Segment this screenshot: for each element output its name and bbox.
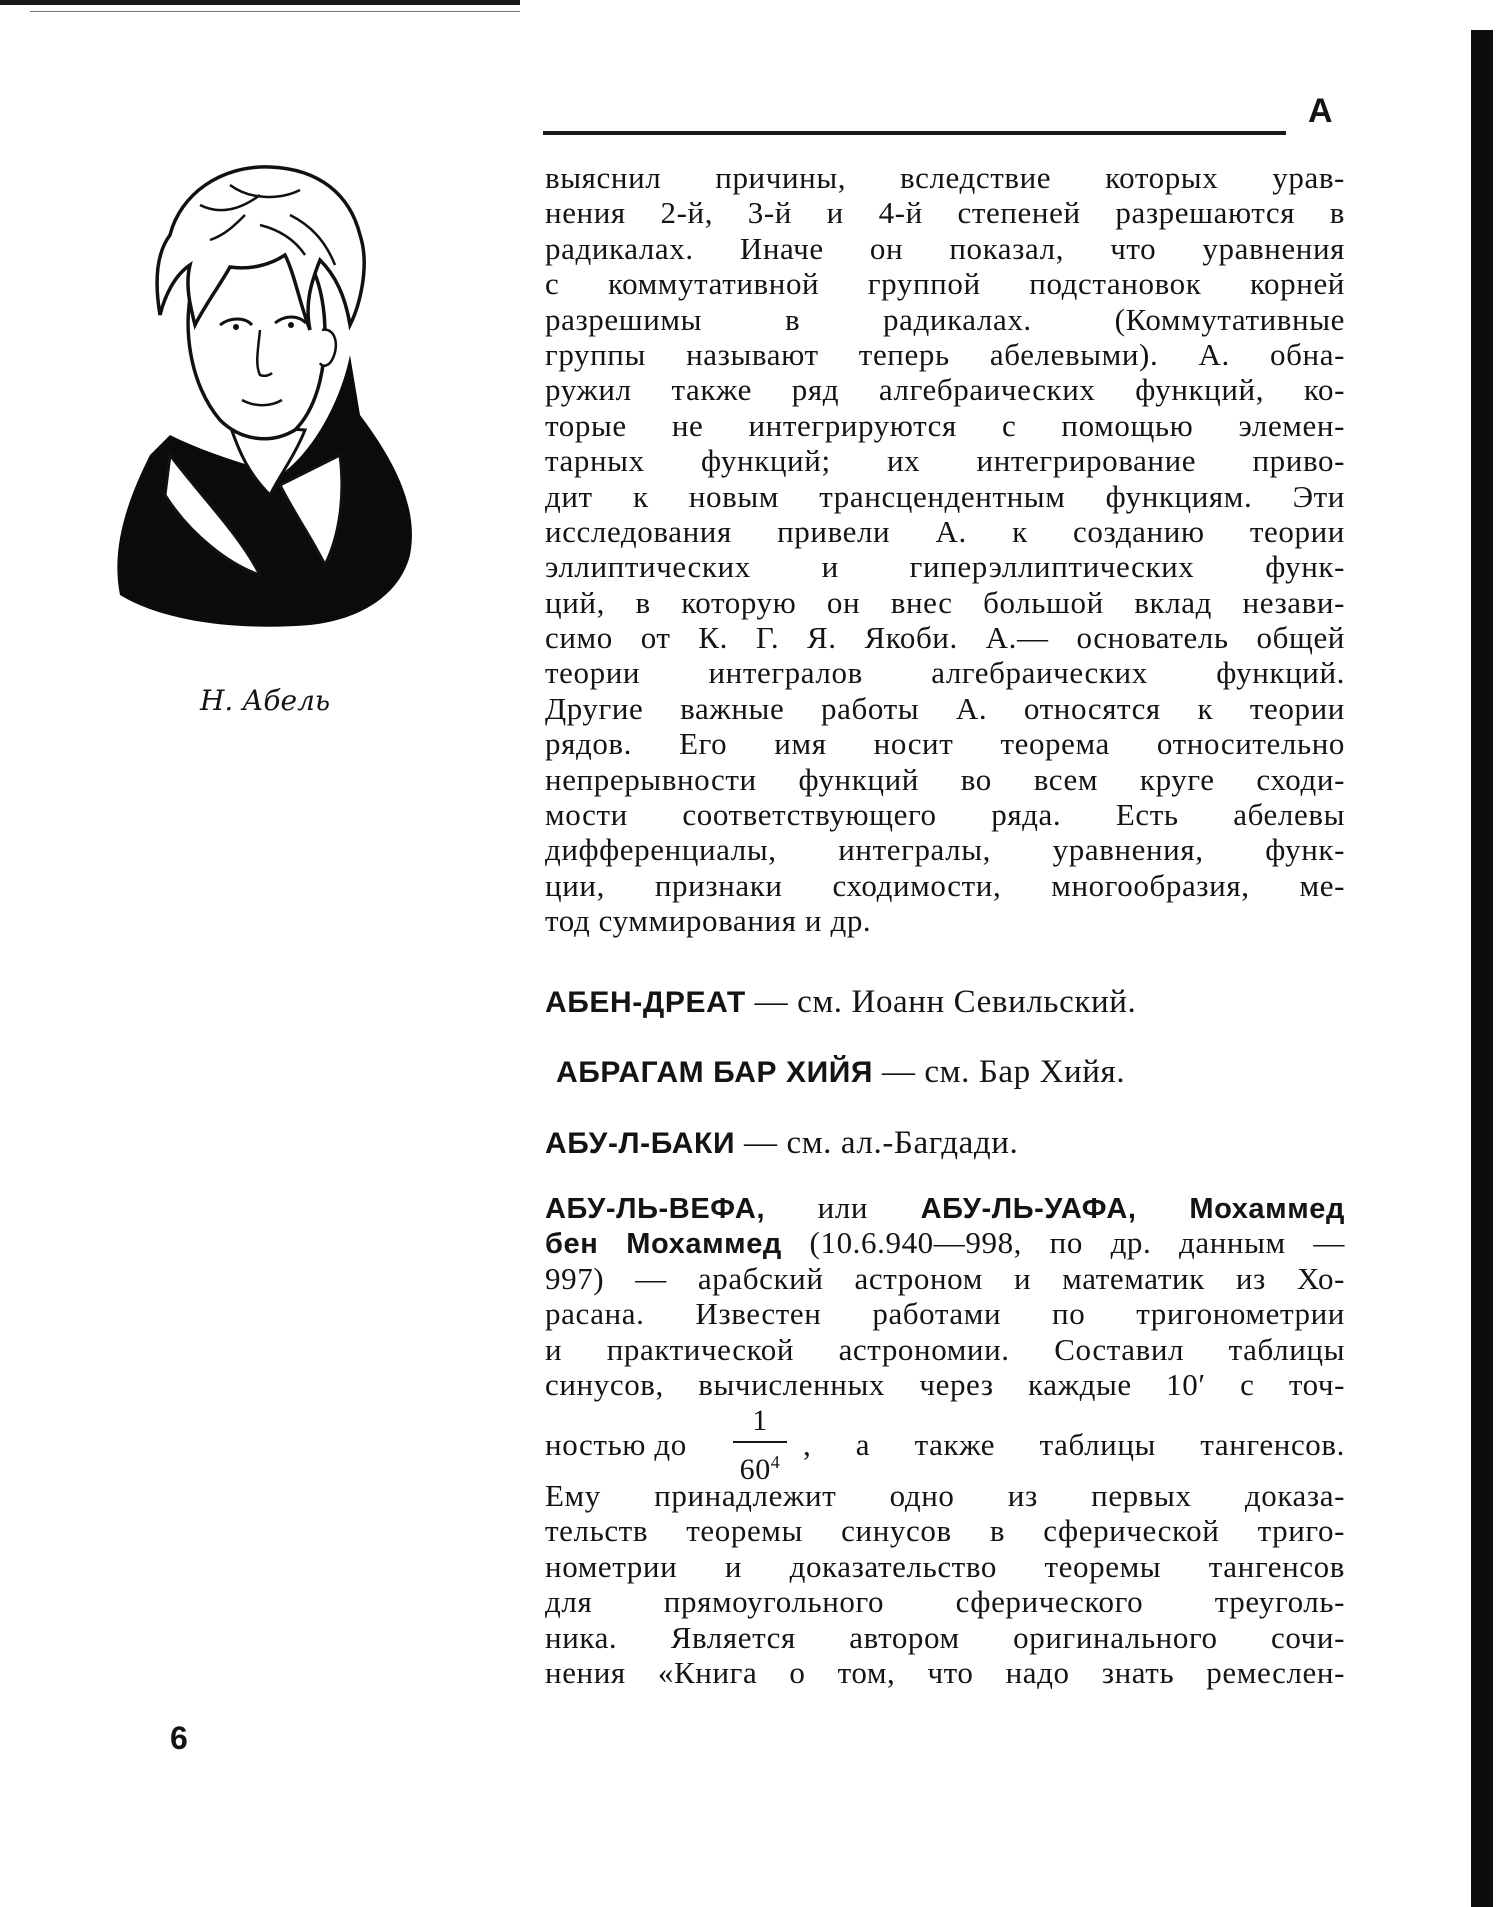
text-line: непрерывности функций во всем круге сходи-	[545, 761, 1345, 797]
entry-abragam-bar-khiya	[556, 1054, 1356, 1091]
section-letter: А	[1308, 92, 1333, 130]
text-line: группы называют теперь абелевыми). А. обна-	[545, 336, 1345, 372]
text-line	[545, 1225, 1345, 1260]
text-line: нения 2-й, 3-й и 4-й степеней разрешаются в	[545, 195, 1345, 231]
text-line: рядов. Его имя носит теорема относительно	[545, 726, 1345, 762]
text-line: Другие важные работы А. относятся к теории	[545, 690, 1345, 726]
text-line: дит к новым трансцендентным функциям. Эти	[545, 478, 1345, 514]
text-fragment: (10.6.940—998, по др. данным —	[781, 1225, 1345, 1261]
abu-l-vefa-tail	[545, 1478, 1345, 1690]
text-line: разрешимы в радикалах. (Коммутативные	[545, 301, 1345, 337]
text-line: синусов, вычисленных через каждые 10′ с точ-	[545, 1366, 1345, 1402]
text-line: для прямоугольного сферического треуголь-	[545, 1584, 1345, 1620]
text-line: дифференциалы, интегралы, уравнения, функ-	[545, 832, 1345, 868]
text-line: исследования привели А. к созданию теории	[545, 513, 1345, 549]
entry-head: АБУ-Л-БАКИ	[545, 1127, 736, 1160]
text-fragment: , а также таблицы тангенсов.	[803, 1427, 1345, 1462]
text-line: ружил также ряд алгебраических функций, ко-	[545, 372, 1345, 408]
text-fragment: ностью до	[545, 1427, 687, 1462]
entry-head: АБУ-ЛЬ-ВЕФА,	[545, 1193, 766, 1225]
portrait-drawing	[110, 155, 470, 635]
top-rule	[0, 0, 520, 5]
text-line: тод суммирования и др.	[545, 903, 872, 939]
fraction-bar	[733, 1441, 787, 1443]
text-line: ций, в которую он внес большой вклад незави-	[545, 584, 1345, 620]
entry-head-alt: АБУ-ЛЬ-УАФА, Мохаммед	[920, 1193, 1345, 1225]
text-line: выяснил причины, вследствие которых урав-	[545, 160, 1345, 195]
entry-head: АБРАГАМ БАР ХИЙЯ	[556, 1056, 874, 1089]
denominator-base: 60	[739, 1453, 771, 1486]
header-rule	[543, 131, 1286, 135]
fraction	[730, 1403, 790, 1487]
text-line: симо от К. Г. Я. Якоби. А.— основатель общей	[545, 620, 1345, 656]
entry-abu-l-baki	[545, 1125, 1345, 1162]
text-line: эллиптических и гиперэллиптических функ-	[545, 549, 1345, 585]
text-line: тарных функций; их интегрирование приво-	[545, 443, 1345, 479]
page-number: 6	[170, 1720, 188, 1756]
text-line: теории интегралов алгебраических функций.	[545, 655, 1345, 691]
entry-head-cont: бен Мохаммед	[545, 1228, 782, 1261]
page-edge-bar	[1471, 30, 1493, 1907]
abu-l-vefa-text	[545, 1190, 1345, 1402]
portrait-caption: Н. Абель	[200, 684, 331, 717]
fraction-line	[545, 1403, 1345, 1486]
text-line	[545, 1190, 1345, 1225]
abel-portrait	[110, 155, 470, 635]
denominator-exponent: 4	[770, 1452, 781, 1472]
text-line: с коммутативной группой подстановок корней	[545, 266, 1345, 302]
entry-ref: — см. Иоанн Севильский.	[745, 984, 1137, 1020]
text-line: нометрии и доказательство теоремы тангенсов	[545, 1548, 1345, 1584]
text-line: и практической астрономии. Составил таблицы	[545, 1331, 1345, 1367]
entry-ref: — см. ал.-Багдади.	[735, 1125, 1019, 1161]
top-rule-thin	[30, 11, 520, 12]
text-line: тельств теоремы синусов в сферической триго-	[545, 1513, 1345, 1549]
entry-ref: — см. Бар Хийя.	[873, 1054, 1126, 1090]
text-line: ника. Является автором оригинального сочи-	[545, 1619, 1345, 1655]
text-line: расана. Известен работами по тригонометрии	[545, 1296, 1345, 1332]
entry-head: АБЕН-ДРЕАТ	[545, 986, 746, 1019]
text-line: мости соответствующего ряда. Есть абелевы	[545, 797, 1345, 833]
text-line: 997) — арабский астроном и математик из Хо-	[545, 1260, 1345, 1296]
fraction-numerator: 1	[752, 1404, 768, 1437]
abel-text	[545, 160, 1345, 939]
text-line: ции, признаки сходимости, многообразия, ме-	[545, 867, 1345, 903]
text-line: радикалах. Иначе он показал, что уравнения	[545, 230, 1345, 266]
text-line: торые не интегрируются с помощью элемен-	[545, 407, 1345, 443]
text-line: нения «Книга о том, что надо знать ремеслен-	[545, 1654, 1345, 1690]
entry-aben-dreat	[545, 984, 1345, 1021]
text-fragment: или	[765, 1190, 921, 1225]
text-line: Ему принадлежит одно из первых доказа-	[545, 1478, 1345, 1513]
